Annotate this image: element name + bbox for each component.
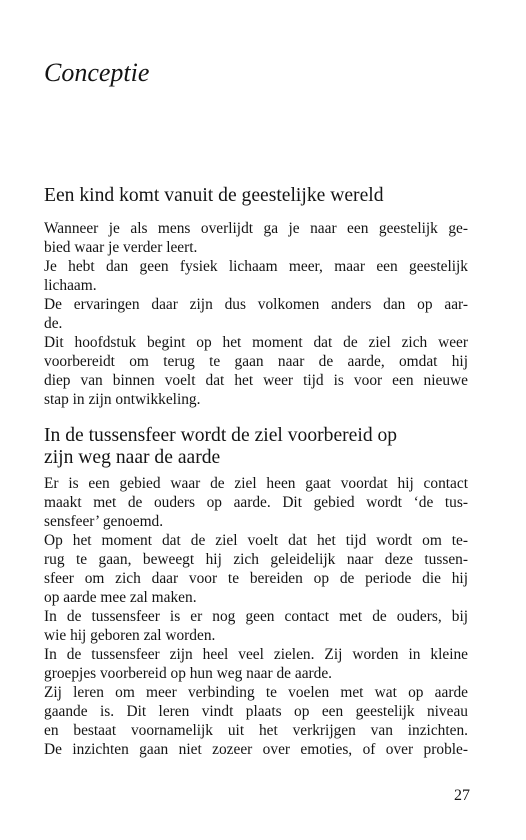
body-line: sensfeer’ genoemd.: [44, 513, 164, 530]
page-number: 27: [454, 787, 470, 804]
body-line: In de tussensfeer is er nog geen contact met de ouders, bij: [44, 608, 468, 625]
body-line: voorbereidt om terug te gaan naar de aarde, omdat hij: [44, 353, 468, 370]
body-line: De ervaringen daar zijn dus volkomen anders dan op aar-: [44, 296, 468, 313]
section-heading-2: In de tussensfeer wordt de ziel voorbereid op: [44, 425, 398, 446]
body-line: De inzichten gaan niet zozeer over emoties, of over proble-: [44, 741, 468, 758]
chapter-title: Conceptie: [44, 58, 150, 87]
body-line: In de tussensfeer zijn heel veel zielen. Zij worden in kleine: [44, 646, 468, 663]
body-line: Op het moment dat de ziel voelt dat het tijd wordt om te-: [44, 532, 468, 549]
body-line: lichaam.: [44, 277, 97, 294]
body-line: maakt met de ouders op aarde. Dit gebied wordt ‘de tus-: [44, 494, 468, 511]
body-line: Wanneer je als mens overlijdt ga je naar een geestelijk ge-: [44, 220, 468, 237]
body-line: bied waar je verder leert.: [44, 239, 198, 256]
body-line: Je hebt dan geen fysiek lichaam meer, maar een geestelijk: [44, 258, 468, 275]
section-heading-2-continued: zijn weg naar de aarde: [44, 447, 221, 468]
body-line: wie hij geboren zal worden.: [44, 627, 216, 644]
body-line: Er is een gebied waar de ziel heen gaat voordat hij contact: [44, 475, 468, 492]
body-line: en bestaat voornamelijk uit het verkrijgen van inzichten.: [44, 722, 468, 739]
body-line: de.: [44, 315, 63, 332]
section-heading-1: Een kind komt vanuit de geestelijke wereld: [44, 185, 384, 206]
body-line: diep van binnen voelt dat het weer tijd is voor een nieuwe: [44, 372, 468, 389]
body-line: op aarde mee zal maken.: [44, 589, 197, 606]
body-line: Zij leren om meer verbinding te voelen met wat op aarde: [44, 684, 468, 701]
body-line: groepjes voorbereid op hun weg naar de aarde.: [44, 665, 333, 682]
body-line: rug te gaan, beweegt hij zich geleidelijk naar deze tussen-: [44, 551, 468, 568]
body-line: stap in zijn ontwikkeling.: [44, 391, 201, 408]
body-line: sfeer om zich daar voor te bereiden op de periode die hij: [44, 570, 468, 587]
body-line: Dit hoofdstuk begint op het moment dat de ziel zich weer: [44, 334, 468, 351]
body-line: gaande is. Dit leren vindt plaats op een geestelijk niveau: [44, 703, 468, 720]
